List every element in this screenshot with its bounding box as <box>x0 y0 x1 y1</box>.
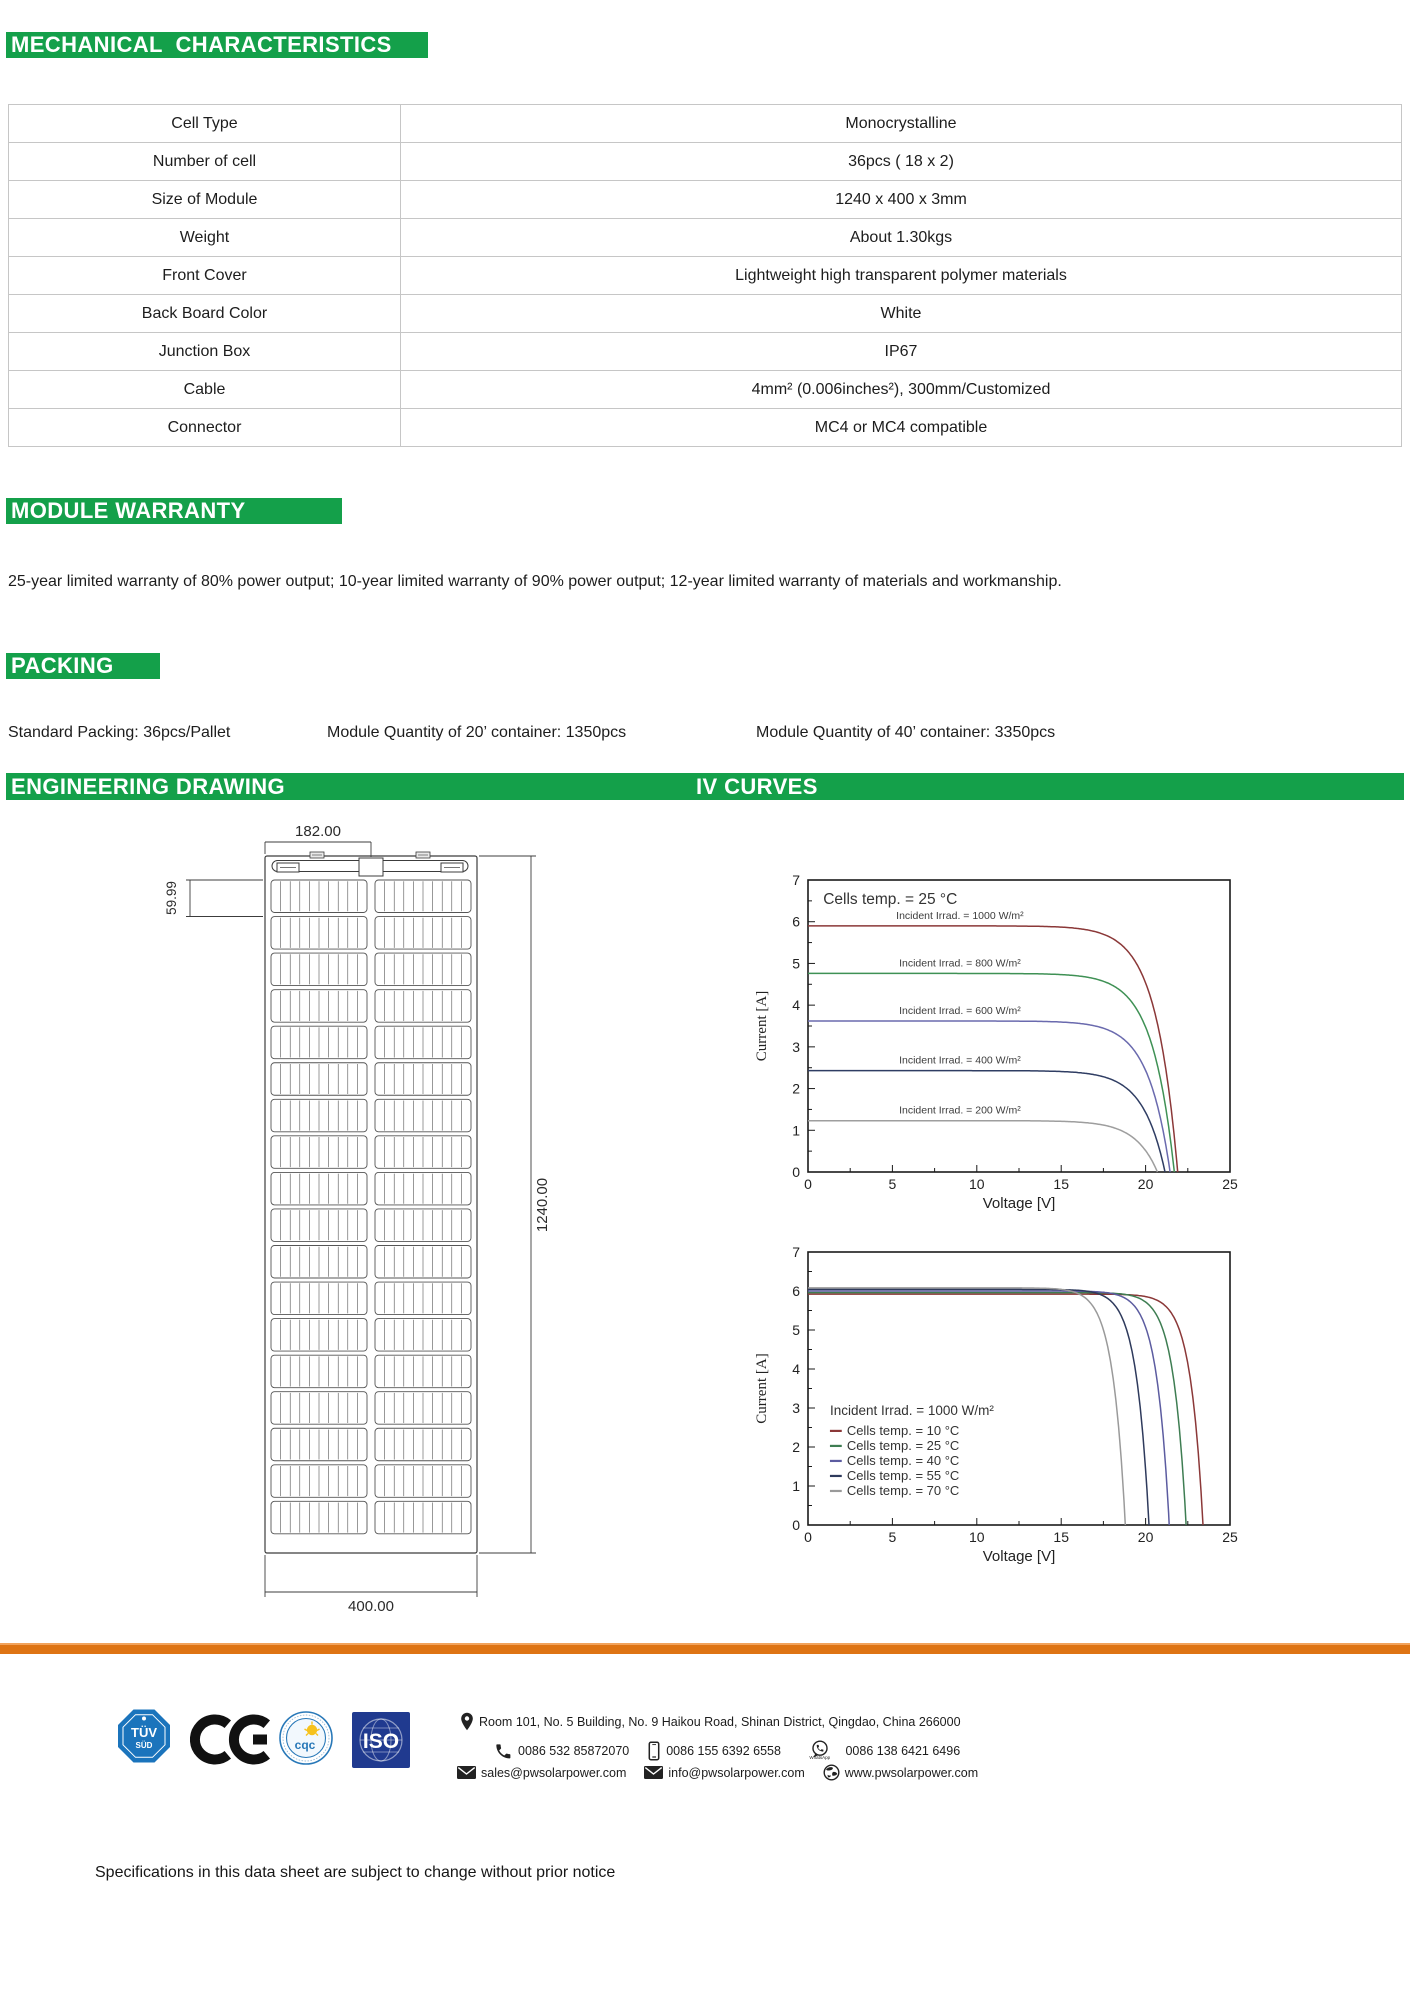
orange-divider <box>0 1643 1410 1654</box>
row-label: Cable <box>9 371 401 409</box>
svg-text:5: 5 <box>792 955 800 972</box>
svg-text:25: 25 <box>1222 1176 1238 1192</box>
svg-text:20: 20 <box>1137 1176 1154 1192</box>
svg-text:20: 20 <box>1137 1529 1154 1545</box>
row-value: Lightweight high transparent polymer materials <box>401 257 1402 295</box>
packing-item-standard: Standard Packing: 36pcs/Pallet <box>8 724 231 741</box>
svg-text:Incident Irrad. = 1000 W/m²: Incident Irrad. = 1000 W/m² <box>829 1403 994 1419</box>
table-row <box>9 219 1402 257</box>
svg-text:2: 2 <box>792 1439 800 1455</box>
svg-text:6: 6 <box>792 1283 800 1299</box>
table-row <box>9 257 1402 295</box>
svg-text:5: 5 <box>792 1322 800 1338</box>
sud-text: SÜD <box>135 1741 153 1750</box>
section-title-iv-curves: IV CURVES <box>696 773 818 799</box>
table-row <box>9 295 1402 333</box>
row-label: Number of cell <box>9 143 401 181</box>
svg-text:4: 4 <box>792 997 800 1014</box>
svg-text:0: 0 <box>792 1164 800 1180</box>
whatsapp-label: WhatsApp <box>809 1755 831 1760</box>
row-label: Connector <box>9 409 401 447</box>
packing-item-40container: Module Quantity of 40’ container: 3350pcs <box>756 724 1056 741</box>
website-url: www.pwsolarpower.com <box>844 1765 979 1780</box>
svg-text:5: 5 <box>888 1176 897 1192</box>
section-title-warranty: MODULE WARRANTY <box>11 498 246 523</box>
svg-text:1: 1 <box>792 1122 800 1139</box>
ce-mark-logo <box>190 1712 272 1767</box>
row-label: Size of Module <box>9 181 401 219</box>
svg-text:0: 0 <box>792 1517 800 1533</box>
svg-text:3: 3 <box>792 1038 800 1055</box>
row-value: 4mm² (0.006inches²), 300mm/Customized <box>401 371 1402 409</box>
phone-icon <box>494 1742 513 1761</box>
section-bar-mechanical <box>6 32 428 58</box>
svg-text:Cells temp. = 55 °C: Cells temp. = 55 °C <box>846 1467 960 1483</box>
svg-text:6: 6 <box>792 913 800 930</box>
svg-text:400.00: 400.00 <box>348 1598 394 1615</box>
whatsapp-number: 0086 138 6421 6496 <box>845 1744 961 1758</box>
svg-text:1: 1 <box>792 1478 800 1494</box>
iso-text: ISO <box>362 1730 400 1753</box>
email-info: info@pwsolarpower.com <box>668 1765 805 1780</box>
svg-text:Cells temp. = 25 °C: Cells temp. = 25 °C <box>846 1437 960 1453</box>
table-row <box>9 105 1402 143</box>
phone-number: 0086 532 85872070 <box>518 1744 630 1758</box>
table-row <box>9 333 1402 371</box>
svg-text:10: 10 <box>969 1529 985 1545</box>
svg-text:15: 15 <box>1053 1529 1069 1545</box>
svg-text:Incident Irrad. = 200 W/m²: Incident Irrad. = 200 W/m² <box>899 1104 1021 1117</box>
warranty-text: 25-year limited warranty of 80% power output; 10-year limited warranty of 90% power output; 12-year limited warranty of materials and workmanship. <box>8 573 1062 590</box>
whatsapp-icon-block <box>799 1740 841 1762</box>
svg-text:Voltage [V]: Voltage [V] <box>982 1195 1056 1212</box>
table-row <box>9 409 1402 447</box>
table-row <box>9 143 1402 181</box>
cqc-text: cqc <box>294 1738 316 1752</box>
svg-text:Cells temp. = 40 °C: Cells temp. = 40 °C <box>846 1452 960 1468</box>
row-label: Back Board Color <box>9 295 401 333</box>
iv-chart-temperature <box>700 1222 1300 1594</box>
mechanical-table <box>8 104 1402 447</box>
mobile-number: 0086 155 6392 6558 <box>666 1744 781 1758</box>
svg-text:Voltage [V]: Voltage [V] <box>982 1548 1056 1565</box>
svg-text:25: 25 <box>1222 1529 1238 1545</box>
iso-logo <box>352 1712 410 1768</box>
svg-text:10: 10 <box>969 1176 985 1192</box>
email-sales: sales@pwsolarpower.com <box>481 1765 627 1780</box>
row-value: About 1.30kgs <box>401 219 1402 257</box>
svg-text:0: 0 <box>804 1529 812 1545</box>
svg-text:7: 7 <box>792 872 800 888</box>
email-icon <box>644 1766 663 1779</box>
globe-icon <box>823 1764 840 1781</box>
svg-text:3: 3 <box>792 1400 800 1416</box>
row-label: Weight <box>9 219 401 257</box>
svg-text:Current [A]: Current [A] <box>754 990 770 1062</box>
row-value: 36pcs ( 18 x 2) <box>401 143 1402 181</box>
table-row <box>9 371 1402 409</box>
section-bar-packing <box>6 653 160 679</box>
phones-line <box>494 1740 960 1762</box>
section-bar-drawing-iv <box>6 773 1404 800</box>
svg-text:182.00: 182.00 <box>295 823 341 840</box>
tuv-text: TÜV <box>131 1725 157 1740</box>
svg-text:59.99: 59.99 <box>164 881 179 915</box>
address-text: Room 101, No. 5 Building, No. 9 Haikou Road, Shinan District, Qingdao, China 266000 <box>479 1714 961 1729</box>
svg-text:4: 4 <box>792 1361 800 1377</box>
email-icon <box>457 1766 476 1779</box>
svg-text:Incident Irrad. = 800 W/m²: Incident Irrad. = 800 W/m² <box>899 957 1021 970</box>
svg-text:1240.00: 1240.00 <box>534 1177 551 1233</box>
svg-text:Incident Irrad. = 1000 W/m²: Incident Irrad. = 1000 W/m² <box>896 909 1024 922</box>
tuv-sud-logo <box>113 1703 175 1769</box>
svg-text:0: 0 <box>804 1176 812 1192</box>
mobile-phone-icon <box>647 1741 661 1762</box>
svg-text:5: 5 <box>888 1529 897 1545</box>
iv-chart-irradiance <box>700 848 1300 1220</box>
svg-text:Cells temp. = 10 °C: Cells temp. = 10 °C <box>846 1422 960 1438</box>
cqc-logo <box>278 1707 334 1769</box>
section-title-mechanical: MECHANICAL CHARACTERISTICS <box>11 32 392 57</box>
table-row <box>9 181 1402 219</box>
svg-text:15: 15 <box>1053 1176 1069 1192</box>
location-pin-icon <box>460 1712 474 1731</box>
svg-text:Cells temp. = 25 °C: Cells temp. = 25 °C <box>823 891 958 909</box>
row-label: Cell Type <box>9 105 401 143</box>
svg-text:Incident Irrad. = 600 W/m²: Incident Irrad. = 600 W/m² <box>899 1004 1021 1017</box>
row-value: MC4 or MC4 compatible <box>401 409 1402 447</box>
section-title-drawing: ENGINEERING DRAWING <box>11 773 286 799</box>
row-label: Junction Box <box>9 333 401 371</box>
svg-text:7: 7 <box>792 1244 800 1260</box>
row-value: 1240 x 400 x 3mm <box>401 181 1402 219</box>
row-value: Monocrystalline <box>401 105 1402 143</box>
emails-line <box>457 1764 978 1781</box>
row-value: White <box>401 295 1402 333</box>
packing-item-20container: Module Quantity of 20’ container: 1350pcs <box>327 724 627 741</box>
disclaimer-note: Specifications in this data sheet are subject to change without prior notice <box>95 1864 616 1881</box>
row-label: Front Cover <box>9 257 401 295</box>
svg-text:2: 2 <box>792 1080 800 1097</box>
svg-text:Cells temp. = 70 °C: Cells temp. = 70 °C <box>846 1482 960 1498</box>
svg-text:Current [A]: Current [A] <box>754 1353 770 1424</box>
svg-text:Incident Irrad. = 400 W/m²: Incident Irrad. = 400 W/m² <box>899 1054 1021 1067</box>
section-bar-warranty <box>6 498 342 524</box>
address-line <box>460 1712 961 1731</box>
row-value: IP67 <box>401 333 1402 371</box>
section-title-packing: PACKING <box>11 653 114 678</box>
engineering-drawing <box>150 815 570 1620</box>
